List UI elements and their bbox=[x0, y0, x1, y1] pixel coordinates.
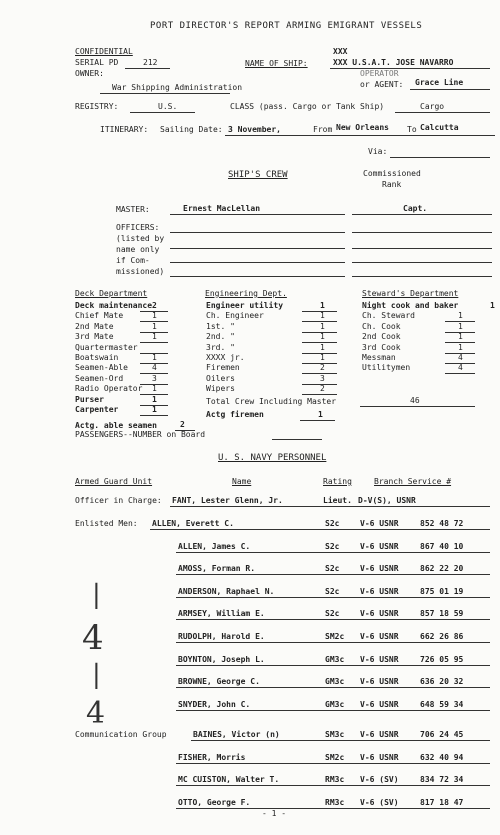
communication-group-label: Communication Group bbox=[75, 730, 167, 739]
navy-rating: S2c bbox=[325, 609, 340, 619]
officers-label-2: (listed by bbox=[116, 234, 165, 243]
deck-extra-label: Actg. able seamen bbox=[75, 421, 157, 430]
navy-rating: SM3c bbox=[325, 730, 345, 739]
via-label: Via: bbox=[368, 147, 388, 156]
deck-row-value: 1 bbox=[152, 321, 157, 331]
serial-value: 212 bbox=[143, 58, 158, 67]
steward-row-value: 1 bbox=[458, 311, 463, 321]
steward-row-label: Utilitymen bbox=[362, 363, 411, 373]
navy-number: 862 22 20 bbox=[420, 564, 464, 574]
navy-number: 817 18 47 bbox=[420, 797, 464, 807]
officers-label-5: missioned) bbox=[116, 267, 165, 276]
steward-row-label: 3rd Cook bbox=[362, 342, 401, 352]
navy-number: 857 18 59 bbox=[420, 609, 464, 619]
total-crew-value: 46 bbox=[410, 396, 420, 405]
document-title: PORT DIRECTOR'S REPORT ARMING EMIGRANT VESSELS bbox=[150, 21, 423, 31]
navy-branch: V-6 USNR bbox=[360, 677, 399, 687]
deck-row-label: Deck maintenance bbox=[75, 301, 153, 310]
navy-rating: RM3c bbox=[325, 775, 345, 785]
col-rating-header: Rating bbox=[323, 477, 352, 486]
engine-dept-title: Engineering Dept. bbox=[205, 289, 287, 298]
engine-row-value: 1 bbox=[320, 332, 325, 342]
steward-row-label: Messman bbox=[362, 353, 396, 362]
engine-row-label: Oilers bbox=[206, 373, 235, 383]
handwritten-mark-4: 4 bbox=[86, 696, 106, 731]
navy-name: SNYDER, John C. bbox=[178, 699, 251, 709]
navy-name: BOYNTON, Joseph L. bbox=[178, 654, 265, 664]
rank-label: Rank bbox=[382, 180, 402, 189]
col-branch-header: Branch Service # bbox=[374, 477, 452, 486]
ship-marks: XXX bbox=[333, 47, 348, 56]
deck-row-label: Purser bbox=[75, 394, 104, 404]
navy-name: MC CUISTON, Walter T. bbox=[178, 775, 280, 785]
engine-row-label: 1st. " bbox=[206, 321, 235, 331]
navy-number: 636 20 32 bbox=[420, 677, 464, 687]
col-name-header: Name bbox=[232, 477, 252, 486]
navy-number: 852 48 72 bbox=[420, 519, 464, 528]
navy-number: 662 26 86 bbox=[420, 632, 464, 641]
col-unit-header: Armed Guard Unit bbox=[75, 477, 153, 486]
steward-row-value: 4 bbox=[458, 353, 463, 362]
navy-rating: GM3c bbox=[325, 677, 345, 687]
navy-rating: SM2c bbox=[325, 752, 345, 762]
steward-row-value: 1 bbox=[458, 321, 463, 331]
registry-label: REGISTRY: bbox=[75, 102, 119, 111]
navy-rating: S2c bbox=[325, 586, 340, 596]
steward-row-label: Ch. Steward bbox=[362, 311, 415, 321]
master-name: Ernest MacLellan bbox=[183, 204, 261, 213]
steward-row-value: 1 bbox=[490, 301, 495, 310]
navy-rating: GM3c bbox=[325, 654, 345, 664]
sailing-value: 3 November, bbox=[228, 125, 281, 134]
navy-number: 875 01 19 bbox=[420, 586, 464, 596]
navy-rating: SM2c bbox=[325, 632, 345, 641]
officer-in-charge-label: Officer in Charge: bbox=[75, 496, 162, 505]
engine-row-value: 1 bbox=[320, 353, 325, 362]
engine-row-label: 3rd. " bbox=[206, 342, 235, 352]
navy-number: 648 59 34 bbox=[420, 699, 464, 709]
deck-row-label: Seamen-Able bbox=[75, 363, 128, 373]
deck-row-value: 3 bbox=[152, 373, 157, 383]
deck-row-label: Chief Mate bbox=[75, 311, 124, 321]
navy-branch: V-6 USNR bbox=[360, 730, 399, 739]
class-label: CLASS (pass. Cargo or Tank Ship) bbox=[230, 102, 385, 111]
navy-rating: S2c bbox=[325, 564, 340, 574]
deck-row-value: 1 bbox=[152, 311, 157, 321]
officers-label-4: if Com- bbox=[116, 256, 150, 265]
steward-row-value: 4 bbox=[458, 363, 463, 373]
enlisted-men-label: Enlisted Men: bbox=[75, 519, 138, 528]
handwritten-mark-2: 4 bbox=[82, 618, 104, 658]
navy-name: AMOSS, Forman R. bbox=[178, 564, 256, 574]
engine-row-label: XXXX jr. bbox=[206, 353, 245, 362]
navy-number: 706 24 45 bbox=[420, 730, 464, 739]
steward-row-value: 1 bbox=[458, 332, 463, 342]
deck-row-value: 1 bbox=[152, 384, 157, 394]
navy-rating: S2c bbox=[325, 541, 340, 551]
navy-name: ALLEN, Everett C. bbox=[152, 519, 234, 528]
engine-row-label: 2nd. " bbox=[206, 332, 235, 342]
engine-row-label: Engineer utility bbox=[206, 301, 284, 310]
serial-label: SERIAL PD bbox=[75, 58, 119, 67]
navy-name: BROWNE, George C. bbox=[178, 677, 260, 687]
navy-name: ANDERSON, Raphael N. bbox=[178, 586, 275, 596]
total-crew-label: Total Crew Including Master bbox=[206, 397, 337, 406]
navy-number: 867 40 10 bbox=[420, 541, 464, 551]
navy-branch: V-6 USNR bbox=[360, 586, 399, 596]
to-label: To bbox=[407, 125, 417, 134]
to-value: Calcutta bbox=[420, 123, 459, 132]
navy-branch: V-6 USNR bbox=[360, 699, 399, 709]
officers-label-1: OFFICERS: bbox=[116, 223, 160, 232]
deck-extra-value: 2 bbox=[180, 420, 185, 429]
ship-name-value: XXX U.S.A.T. JOSE NAVARRO bbox=[333, 58, 454, 67]
deck-row-label: Seamen-Ord bbox=[75, 373, 124, 383]
operator-label: OPERATOR bbox=[360, 69, 399, 78]
master-rank: Capt. bbox=[403, 204, 428, 213]
from-value: New Orleans bbox=[336, 123, 389, 132]
engine-row-value: 1 bbox=[320, 342, 325, 352]
class-value: Cargo bbox=[420, 102, 445, 111]
navy-title: U. S. NAVY PERSONNEL bbox=[218, 453, 327, 463]
commissioned-label: Commissioned bbox=[363, 169, 421, 178]
owner-value: War Shipping Administration bbox=[112, 83, 243, 92]
deck-row-label: Radio Operator bbox=[75, 384, 143, 394]
itinerary-label: ITINERARY: bbox=[100, 125, 149, 134]
deck-row-label: Boatswain bbox=[75, 353, 119, 362]
confidential-label: CONFIDENTIAL bbox=[75, 47, 133, 56]
navy-branch: V-6 USNR bbox=[360, 541, 399, 551]
agent-value: Grace Line bbox=[415, 78, 464, 87]
navy-branch: V-6 (SV) bbox=[360, 797, 399, 807]
navy-name: FISHER, Morris bbox=[178, 752, 246, 762]
navy-number: 632 40 94 bbox=[420, 752, 464, 762]
owner-label: OWNER: bbox=[75, 69, 104, 78]
master-label: MASTER: bbox=[116, 205, 150, 214]
steward-dept-title: Steward's Department bbox=[362, 289, 459, 298]
page-number: - 1 - bbox=[262, 809, 287, 818]
navy-rating: GM3c bbox=[325, 699, 345, 709]
engine-row-value: 1 bbox=[320, 301, 325, 310]
deck-row-label: Quartermaster bbox=[75, 342, 138, 352]
navy-name: ARMSEY, William E. bbox=[178, 609, 265, 619]
deck-row-value: 1 bbox=[152, 332, 157, 342]
deck-row-value: 1 bbox=[152, 353, 157, 362]
deck-row-label: 3rd Mate bbox=[75, 332, 114, 342]
steward-row-value: 1 bbox=[458, 342, 463, 352]
handwritten-mark-1: | bbox=[92, 580, 101, 610]
navy-branch: V-6 (SV) bbox=[360, 775, 399, 785]
engine-row-value: 2 bbox=[320, 384, 325, 394]
navy-branch: V-6 USNR bbox=[360, 609, 399, 619]
navy-name: ALLEN, James C. bbox=[178, 541, 251, 551]
sailing-label: Sailing Date: bbox=[160, 125, 223, 134]
engine-row-value: 2 bbox=[320, 363, 325, 373]
navy-name: OTTO, George F. bbox=[178, 797, 251, 807]
navy-number: 726 05 95 bbox=[420, 654, 464, 664]
officers-label-3: name only bbox=[116, 245, 160, 254]
ship-name-label: NAME OF SHIP: bbox=[245, 59, 308, 68]
deck-row-label: Carpenter bbox=[75, 405, 119, 414]
navy-branch: V-6 USNR bbox=[360, 564, 399, 574]
engine-row-label: Wipers bbox=[206, 384, 235, 394]
engine-row-label: Firemen bbox=[206, 363, 240, 373]
registry-value: U.S. bbox=[158, 102, 178, 111]
navy-branch: V-6 USNR bbox=[360, 519, 399, 528]
engine-row-label: Ch. Engineer bbox=[206, 311, 264, 321]
navy-branch: V-6 USNR bbox=[360, 632, 399, 641]
officer-rating: Lieut. bbox=[323, 496, 352, 505]
navy-name: BAINES, Victor (n) bbox=[193, 730, 280, 739]
agent-label: or AGENT: bbox=[360, 80, 404, 89]
steward-row-label: 2nd Cook bbox=[362, 332, 401, 342]
engine-row-value: 3 bbox=[320, 373, 325, 383]
deck-row-value: 1 bbox=[152, 394, 157, 404]
engine-row-value: 1 bbox=[320, 321, 325, 331]
deck-dept-title: Deck Department bbox=[75, 289, 148, 298]
engine-extra-value: 1 bbox=[318, 410, 323, 419]
officer-branch: D-V(S), USNR bbox=[358, 496, 416, 505]
deck-row-value: 4 bbox=[152, 363, 157, 373]
navy-name: RUDOLPH, Harold E. bbox=[178, 632, 265, 641]
officer-name: FANT, Lester Glenn, Jr. bbox=[172, 496, 283, 505]
deck-row-label: 2nd Mate bbox=[75, 321, 114, 331]
navy-branch: V-6 USNR bbox=[360, 752, 399, 762]
deck-row-value: 1 bbox=[152, 405, 157, 414]
engine-extra-label: Actg firemen bbox=[206, 410, 264, 419]
passengers-label: PASSENGERS--NUMBER on Board bbox=[75, 430, 206, 439]
navy-rating: RM3c bbox=[325, 797, 345, 807]
deck-row-value: 2 bbox=[152, 301, 157, 310]
ships-crew-title: SHIP'S CREW bbox=[228, 170, 288, 180]
navy-rating: S2c bbox=[325, 519, 340, 528]
handwritten-mark-3: | bbox=[92, 660, 101, 690]
engine-row-value: 1 bbox=[320, 311, 325, 321]
from-label: From bbox=[313, 125, 333, 134]
steward-row-label: Night cook and baker bbox=[362, 301, 459, 310]
navy-branch: V-6 USNR bbox=[360, 654, 399, 664]
steward-row-label: Ch. Cook bbox=[362, 321, 401, 331]
navy-number: 834 72 34 bbox=[420, 775, 464, 785]
